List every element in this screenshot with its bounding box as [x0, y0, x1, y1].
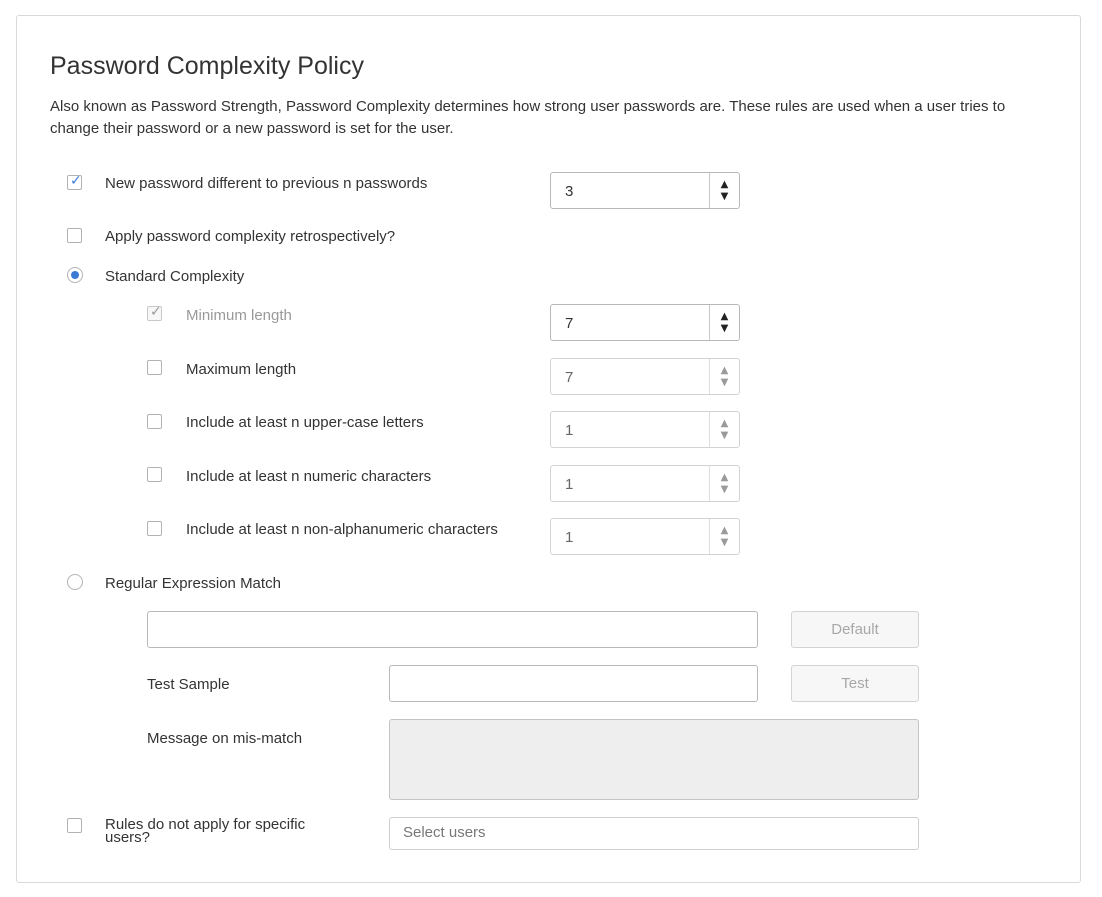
standard-complexity-label: Standard Complexity — [105, 268, 245, 285]
exempt-users-checkbox[interactable] — [67, 818, 82, 833]
arrow-down-icon[interactable]: ▼ — [720, 484, 729, 495]
stepper-value: 1 — [565, 529, 574, 546]
numeric-stepper[interactable] — [550, 465, 740, 502]
stepper-value: 7 — [565, 315, 574, 332]
uppercase-stepper[interactable] — [550, 411, 740, 448]
exempt-users-label — [105, 818, 305, 844]
retrospective-label: Apply password complexity retrospectively? — [105, 228, 396, 245]
regex-pattern-input[interactable] — [147, 611, 758, 648]
test-button[interactable]: Test — [791, 665, 919, 702]
arrow-up-icon[interactable]: ▲ — [720, 311, 729, 322]
minimum-length-label: Minimum length — [186, 307, 292, 324]
test-sample-label: Test Sample — [147, 676, 230, 693]
mismatch-message-textarea[interactable] — [389, 719, 919, 800]
numeric-checkbox[interactable] — [147, 467, 162, 482]
arrow-up-icon[interactable]: ▲ — [720, 365, 729, 376]
standard-complexity-radio[interactable] — [67, 267, 83, 283]
retrospective-checkbox[interactable] — [67, 228, 82, 243]
arrow-up-icon[interactable]: ▲ — [720, 525, 729, 536]
stepper-buttons[interactable] — [709, 519, 739, 554]
stepper-value: 7 — [565, 369, 574, 386]
mismatch-message-label: Message on mis-match — [147, 730, 303, 747]
regex-match-label: Regular Expression Match — [105, 575, 281, 592]
previous-passwords-stepper[interactable] — [550, 172, 740, 209]
stepper-buttons[interactable] — [709, 412, 739, 447]
numeric-label: Include at least n numeric characters — [186, 468, 432, 485]
arrow-down-icon[interactable]: ▼ — [720, 323, 729, 334]
arrow-down-icon[interactable]: ▼ — [720, 430, 729, 441]
arrow-up-icon[interactable]: ▲ — [720, 472, 729, 483]
arrow-up-icon[interactable]: ▲ — [720, 418, 729, 429]
page-title: Password Complexity Policy — [50, 52, 364, 80]
select-users-placeholder: Select users — [403, 824, 486, 841]
stepper-buttons[interactable] — [709, 466, 739, 501]
select-users-input[interactable] — [389, 817, 919, 850]
default-button[interactable]: Default — [791, 611, 919, 648]
test-sample-input[interactable] — [389, 665, 758, 702]
minimum-length-stepper[interactable] — [550, 304, 740, 341]
exempt-users-label-line1: Rules do not apply for specific — [105, 816, 306, 833]
previous-passwords-checkbox[interactable] — [67, 175, 82, 190]
page-description: Also known as Password Strength, Password Complexity determines how strong user passwords are. These rules are used when a user tries to change their password or a new password is set for the user. — [50, 98, 1006, 137]
stepper-value: 1 — [565, 476, 574, 493]
arrow-down-icon[interactable]: ▼ — [720, 377, 729, 388]
uppercase-checkbox[interactable] — [147, 414, 162, 429]
stepper-buttons[interactable] — [709, 359, 739, 394]
stepper-buttons[interactable] — [709, 305, 739, 340]
arrow-up-icon[interactable]: ▲ — [720, 179, 729, 190]
stepper-buttons[interactable] — [709, 173, 739, 208]
arrow-down-icon[interactable]: ▼ — [720, 537, 729, 548]
previous-passwords-label: New password different to previous n passwords — [105, 175, 428, 192]
maximum-length-label: Maximum length — [186, 361, 297, 378]
maximum-length-stepper[interactable] — [550, 358, 740, 395]
non-alphanumeric-label: Include at least n non-alphanumeric characters — [186, 521, 498, 538]
regex-match-radio[interactable] — [67, 574, 83, 590]
uppercase-label: Include at least n upper-case letters — [186, 414, 424, 431]
minimum-length-checkbox[interactable] — [147, 306, 162, 321]
non-alphanumeric-stepper[interactable] — [550, 518, 740, 555]
maximum-length-checkbox[interactable] — [147, 360, 162, 375]
stepper-value: 3 — [565, 183, 574, 200]
arrow-down-icon[interactable]: ▼ — [720, 191, 729, 202]
non-alphanumeric-checkbox[interactable] — [147, 521, 162, 536]
stepper-value: 1 — [565, 422, 574, 439]
exempt-users-label-line2: users? — [105, 829, 151, 846]
